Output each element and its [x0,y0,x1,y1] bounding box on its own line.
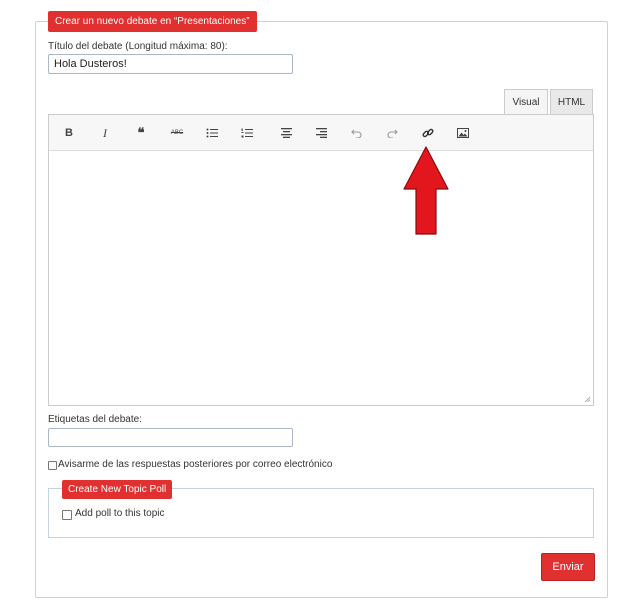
poll-legend: Create New Topic Poll [62,480,172,499]
editor-toolbar [49,115,593,151]
title-input[interactable]: Hola Dusteros! [48,54,293,74]
title-label: Título del debate (Longitud máxima: 80): [48,41,228,52]
editor-content-area[interactable] [49,151,593,405]
strikethrough-icon[interactable]: ABC [170,130,184,136]
tab-visual[interactable]: Visual [504,89,548,115]
link-icon[interactable] [419,124,437,142]
align-center-icon[interactable] [277,124,295,142]
add-poll-checkbox[interactable] [62,510,72,520]
red-arrow-annotation [402,145,450,237]
tags-input[interactable] [48,428,293,447]
italic-icon[interactable]: I [103,125,107,140]
add-poll-label: Add poll to this topic [75,508,165,519]
image-icon[interactable] [454,124,472,142]
submit-button[interactable]: Enviar [541,553,595,581]
bulleted-list-icon[interactable] [203,124,221,142]
align-right-icon[interactable] [312,124,330,142]
resize-grip-icon[interactable] [584,396,590,402]
editor [48,114,594,406]
undo-icon[interactable] [347,124,365,142]
bold-icon[interactable]: B [65,127,73,139]
redo-icon[interactable] [383,124,401,142]
tab-html[interactable]: HTML [550,89,593,115]
notify-checkbox[interactable] [48,461,57,470]
numbered-list-icon[interactable] [238,124,256,142]
notify-label: Avisarme de las respuestas posteriores por correo electrónico [58,459,333,470]
blockquote-icon[interactable]: ❝ [137,125,145,140]
new-topic-legend: Crear un nuevo debate en “Presentaciones” [48,11,257,32]
tags-label: Etiquetas del debate: [48,414,142,425]
